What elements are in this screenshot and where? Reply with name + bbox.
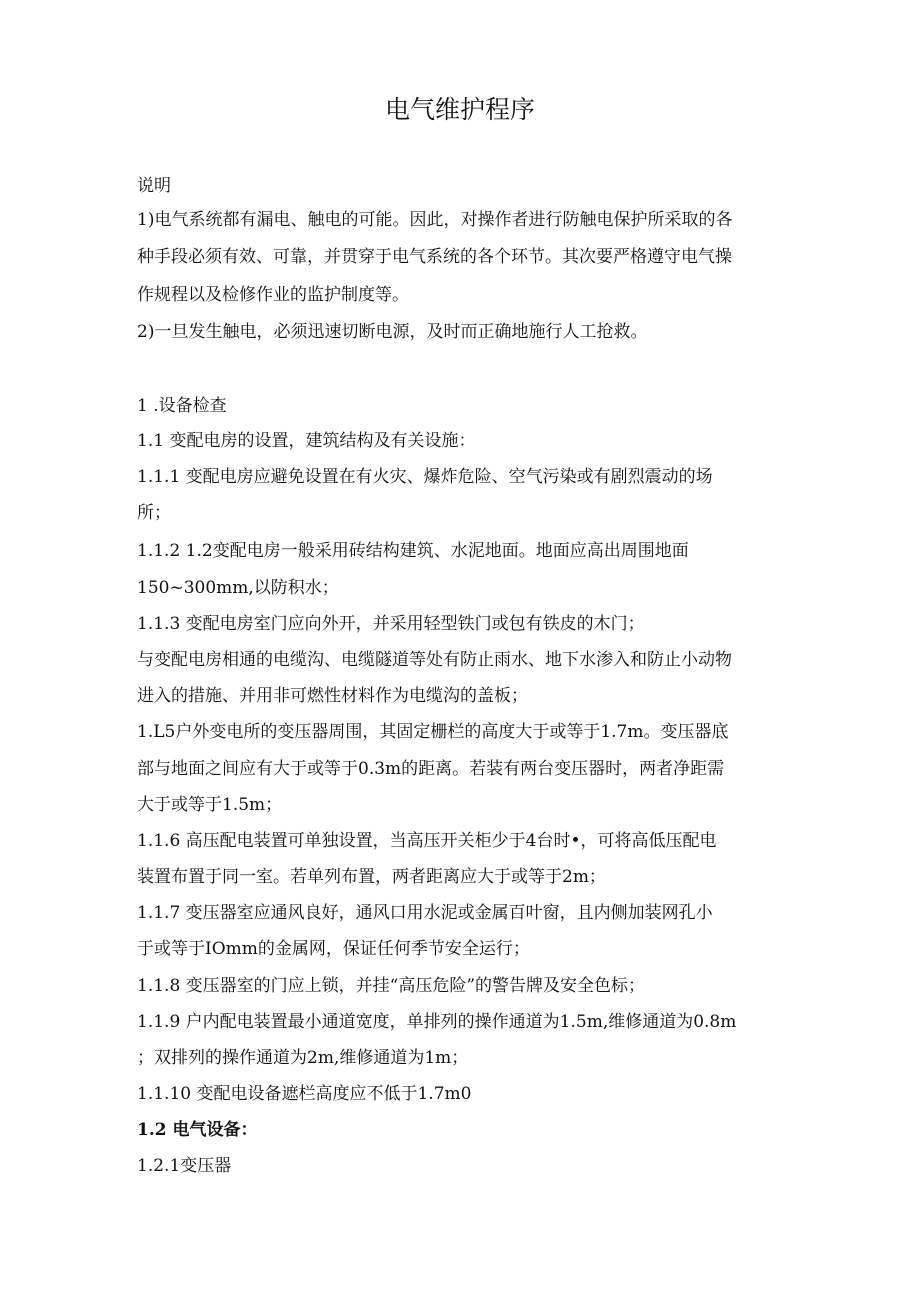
paragraph-line: 1.L5户外变电所的变压器周围，其固定栅栏的高度大于或等于1.7m。变压器底 [137, 722, 729, 742]
subsection-heading: 1.2.1变压器 [137, 1156, 232, 1176]
paragraph-line: 大于或等于1.5m； [137, 795, 283, 815]
section-heading-notes: 说明 [137, 176, 171, 196]
paragraph-line: 1)电气系统都有漏电、触电的可能。因此，对操作者进行防触电保护所采取的各 [137, 210, 733, 230]
paragraph-line: 部与地面之间应有大于或等于0.3m的距离。若装有两台变压器时，两者净距需 [137, 759, 725, 779]
paragraph-line: 所； [137, 503, 171, 523]
paragraph-line: 1.1.8 变压器室的门应上锁，并挂“高压危险”的警告牌及安全色标； [137, 976, 646, 996]
paragraph-line: 与变配电房相通的电缆沟、电缆隧道等处有防止雨水、地下水渗入和防止小动物 [137, 650, 732, 670]
subsection-heading: 1.1 变配电房的设置，建筑结构及有关设施： [137, 431, 476, 451]
paragraph-line: 1.1.2 1.2变配电房一般采用砖结构建筑、水泥地面。地面应高出周围地面 [137, 541, 689, 561]
paragraph-line: 进入的措施、并用非可燃性材料作为电缆沟的盖板； [137, 686, 528, 706]
paragraph-line: ；双排列的操作通道为2m,维修通道为1m； [137, 1048, 469, 1068]
document-title: 电气维护程序 [384, 95, 535, 124]
paragraph-line: 2)一旦发生触电，必须迅速切断电源，及时而正确地施行人工抢救。 [137, 322, 648, 342]
paragraph-line: 于或等于IOmm的金属网，保证任何季节安全运行； [137, 939, 530, 959]
paragraph-line: 1.1.10 变配电设备遮栏高度应不低于1.7m0 [137, 1084, 472, 1104]
paragraph-line: 种手段必须有效、可靠，并贯穿于电气系统的各个环节。其次要严格遵守电气操 [137, 247, 732, 267]
paragraph-line: 1.1.3 变配电房室门应向外开，并采用轻型铁门或包有铁皮的木门； [137, 614, 645, 634]
paragraph-line: 150~300mm,以防积水； [137, 578, 339, 598]
paragraph-line: 装置布置于同一室。若单列布置，两者距离应大于或等于2m； [137, 867, 606, 887]
subsection-heading: 1.2 电气设备： [137, 1120, 258, 1140]
paragraph-line: 1.1.7 变压器室应通风良好，通风口用水泥或金属百叶窗，且内侧加装网孔小 [137, 903, 713, 923]
paragraph-line: 1.1.1 变配电房应避免设置在有火灾、爆炸危险、空气污染或有剧烈震动的场 [137, 467, 713, 487]
section-heading-equipment-check: 1 .设备检查 [137, 396, 227, 416]
paragraph-line: 1.1.9 户内配电装置最小通道宽度，单排列的操作通道为1.5m,维修通道为0.8m [137, 1012, 737, 1032]
paragraph-line: 作规程以及检修作业的监护制度等。 [137, 285, 409, 305]
paragraph-line: 1.1.6 高压配电装置可单独设置，当高压开关柜少于4台时•，可将高低压配电 [137, 831, 717, 851]
